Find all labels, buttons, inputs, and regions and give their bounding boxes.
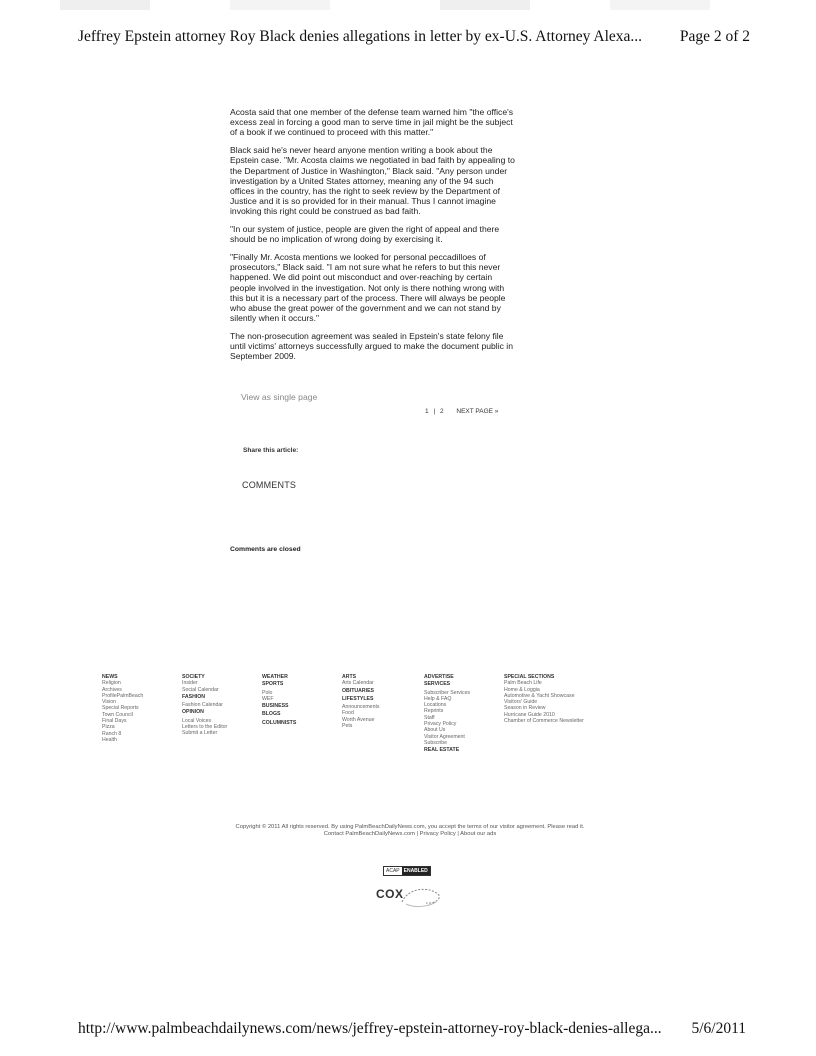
copyright-line: Copyright © 2011 All rights reserved. By using PalmBeachDailyNews.com, you accept the terms of our visitor agreement. Please read it. bbox=[235, 824, 585, 830]
footer-link[interactable]: Staff bbox=[424, 714, 435, 721]
footer-link[interactable]: Final Days bbox=[102, 718, 127, 725]
footer-link[interactable]: Arts Calendar bbox=[342, 680, 374, 687]
footer-link[interactable]: Home & Loggia bbox=[504, 686, 540, 693]
footer-link[interactable]: Locations bbox=[424, 702, 447, 709]
footer-col-arts bbox=[342, 674, 380, 729]
footer-col-society bbox=[182, 674, 227, 737]
footer-col-special-sections bbox=[504, 674, 584, 724]
footer-link[interactable]: Health bbox=[102, 736, 117, 743]
footer-link[interactable]: Visitors' Guide bbox=[504, 699, 538, 706]
footer-navigation bbox=[102, 674, 602, 774]
footer-link[interactable]: Local Voices bbox=[182, 717, 212, 724]
badge-left-text: ACAP bbox=[386, 868, 400, 874]
scan-artifact bbox=[0, 0, 816, 10]
footer-link[interactable]: Insider bbox=[182, 680, 198, 687]
acap-enabled-badge[interactable] bbox=[383, 866, 431, 876]
footer-link[interactable]: WEF bbox=[262, 695, 274, 702]
footer-section-link[interactable]: OBITUARIES bbox=[342, 687, 374, 694]
share-label: Share this article: bbox=[243, 447, 299, 454]
footer-section-link[interactable]: SPORTS bbox=[262, 681, 284, 688]
article-paragraph: "Finally Mr. Acosta mentions we looked for personal peccadilloes of prosecutors," Black said. "I am not sure what he refers to but this never happened. We did point out misconduct and over-reaching by certain people involved in the investigation. Not only is there nothing wrong with this but it is a necessary part of the process. There will always be people who abuse the great power of the government and we can not stand by silently when it occurs." bbox=[230, 251, 506, 324]
footer-link[interactable]: Subscribe bbox=[424, 739, 448, 746]
site-links-line[interactable]: Contact PalmBeachDailyNews.com | Privacy Policy | About our ads bbox=[323, 831, 497, 837]
print-footer bbox=[78, 1020, 746, 1042]
footer-link[interactable]: About Us bbox=[424, 727, 446, 734]
cox-logo-swoosh-icon bbox=[398, 886, 446, 908]
footer-col-weather bbox=[262, 674, 296, 728]
article-paragraph: Acosta said that one member of the defense team warned him "the office's excess zeal in forcing a good man to serve time in jail might be the subject of a book if we continued to proceed with this matter." bbox=[230, 107, 514, 138]
footer-col-news bbox=[102, 674, 143, 743]
footer-section-link[interactable]: BLOGS bbox=[262, 711, 281, 718]
footer-section-link[interactable]: SERVICES bbox=[424, 681, 451, 688]
footer-link[interactable]: Archives bbox=[102, 686, 122, 693]
footer-link[interactable]: Religion bbox=[102, 680, 121, 687]
cox-logo-text: COX bbox=[376, 887, 404, 901]
copyright-notice bbox=[160, 824, 660, 838]
footer-link[interactable]: Fashion Calendar bbox=[182, 702, 223, 709]
footer-section-link[interactable]: REAL ESTATE bbox=[424, 747, 460, 754]
footer-link[interactable]: Privacy Policy bbox=[424, 721, 457, 728]
print-footer-url: http://www.palmbeachdailynews.com/news/jeffrey-epstein-attorney-roy-black-denies-allega... bbox=[78, 1020, 662, 1037]
footer-heading[interactable]: SOCIETY bbox=[182, 674, 205, 680]
article-body bbox=[230, 107, 515, 369]
footer-link[interactable]: Announcements bbox=[342, 704, 380, 711]
footer-link[interactable]: Ranch 8 bbox=[102, 730, 122, 737]
print-header-page-number: Page 2 of 2 bbox=[679, 28, 750, 45]
footer-link[interactable]: Help & FAQ bbox=[424, 695, 452, 702]
footer-link[interactable]: Submit a Letter bbox=[182, 730, 218, 737]
cox-logo[interactable] bbox=[376, 886, 446, 908]
print-header bbox=[78, 28, 750, 50]
footer-link[interactable]: Visitor Agreement bbox=[424, 733, 465, 740]
print-footer-date: 5/6/2011 bbox=[691, 1020, 746, 1037]
footer-heading[interactable]: ARTS bbox=[342, 674, 357, 680]
footer-heading[interactable]: NEWS bbox=[102, 674, 118, 680]
footer-link[interactable]: Worth Avenue bbox=[342, 716, 375, 723]
next-page-link[interactable]: NEXT PAGE » bbox=[456, 408, 499, 415]
footer-link[interactable]: Season in Review bbox=[504, 705, 546, 712]
footer-section-link[interactable]: LIFESTYLES bbox=[342, 695, 374, 702]
footer-link[interactable]: Food bbox=[342, 710, 354, 717]
footer-section-link[interactable]: BUSINESS bbox=[262, 703, 289, 710]
footer-link[interactable]: Special Reports bbox=[102, 705, 139, 712]
page-1-link[interactable]: 1 bbox=[425, 408, 429, 415]
footer-link[interactable]: Reprints bbox=[424, 708, 444, 715]
footer-section-link[interactable]: OPINION bbox=[182, 709, 204, 716]
footer-link[interactable]: Social Calendar bbox=[182, 686, 219, 693]
footer-link[interactable]: Vision bbox=[102, 699, 117, 706]
footer-link[interactable]: Polo bbox=[262, 689, 273, 696]
footer-heading[interactable]: WEATHER bbox=[262, 674, 288, 680]
footer-section-link[interactable]: COLUMNISTS bbox=[262, 719, 297, 726]
footer-link[interactable]: Hurricane Guide 2010 bbox=[504, 711, 555, 718]
footer-col-advertise bbox=[424, 674, 470, 756]
article-paragraph: The non-prosecution agreement was sealed in Epstein's state felony file until victims' attorneys successfully argued to make the document public in September 2009. bbox=[230, 330, 513, 362]
footer-link[interactable]: ProfilePalmBeach bbox=[102, 692, 144, 699]
pager-separator: | bbox=[433, 408, 436, 415]
footer-link[interactable]: Palm Beach Life bbox=[504, 680, 542, 687]
comments-heading: COMMENTS bbox=[242, 480, 297, 490]
article-paragraph: "In our system of justice, people are given the right of appeal and there should be no implication of wrong doing by exercising it. bbox=[230, 224, 500, 245]
footer-link[interactable]: Subscriber Services bbox=[424, 689, 471, 696]
article-paragraph: Black said he's never heard anyone mention writing a book about the Epstein case. "Mr. Acosta claims we negotiated in bad faith by appealing to the Department of Justice in Washington," Black said. "Any person under investigation by a United States attorney, meaning any of the 94 such offices in the country, has the right to seek review by the Department of Justice and it is so provided for in their manual. Thus I cannot imagine invoking this right could be construed as bad faith. bbox=[230, 145, 515, 217]
comments-closed-notice: Comments are closed bbox=[230, 546, 301, 553]
footer-link[interactable]: Town Council bbox=[102, 711, 133, 718]
footer-heading[interactable]: SPECIAL SECTIONS bbox=[504, 674, 555, 680]
footer-link[interactable]: Pets bbox=[342, 723, 353, 730]
badge-right-text: ENABLED bbox=[403, 868, 428, 874]
footer-link[interactable]: Letters to the Editor bbox=[182, 724, 228, 731]
view-single-page-link[interactable]: View as single page bbox=[241, 392, 318, 402]
footer-link[interactable]: Automotive & Yacht Showcase bbox=[504, 692, 575, 699]
footer-link[interactable]: Pizza bbox=[102, 724, 115, 731]
footer-section-link[interactable]: FASHION bbox=[182, 693, 206, 700]
page-2-current: 2 bbox=[439, 408, 444, 415]
pagination bbox=[425, 408, 501, 415]
print-header-title: Jeffrey Epstein attorney Roy Black denies allegations in letter by ex-U.S. Attorney Alexa... bbox=[78, 28, 643, 45]
footer-heading[interactable]: ADVERTISE bbox=[424, 674, 454, 680]
footer-link[interactable]: Chamber of Commerce Newsletter bbox=[504, 718, 584, 725]
